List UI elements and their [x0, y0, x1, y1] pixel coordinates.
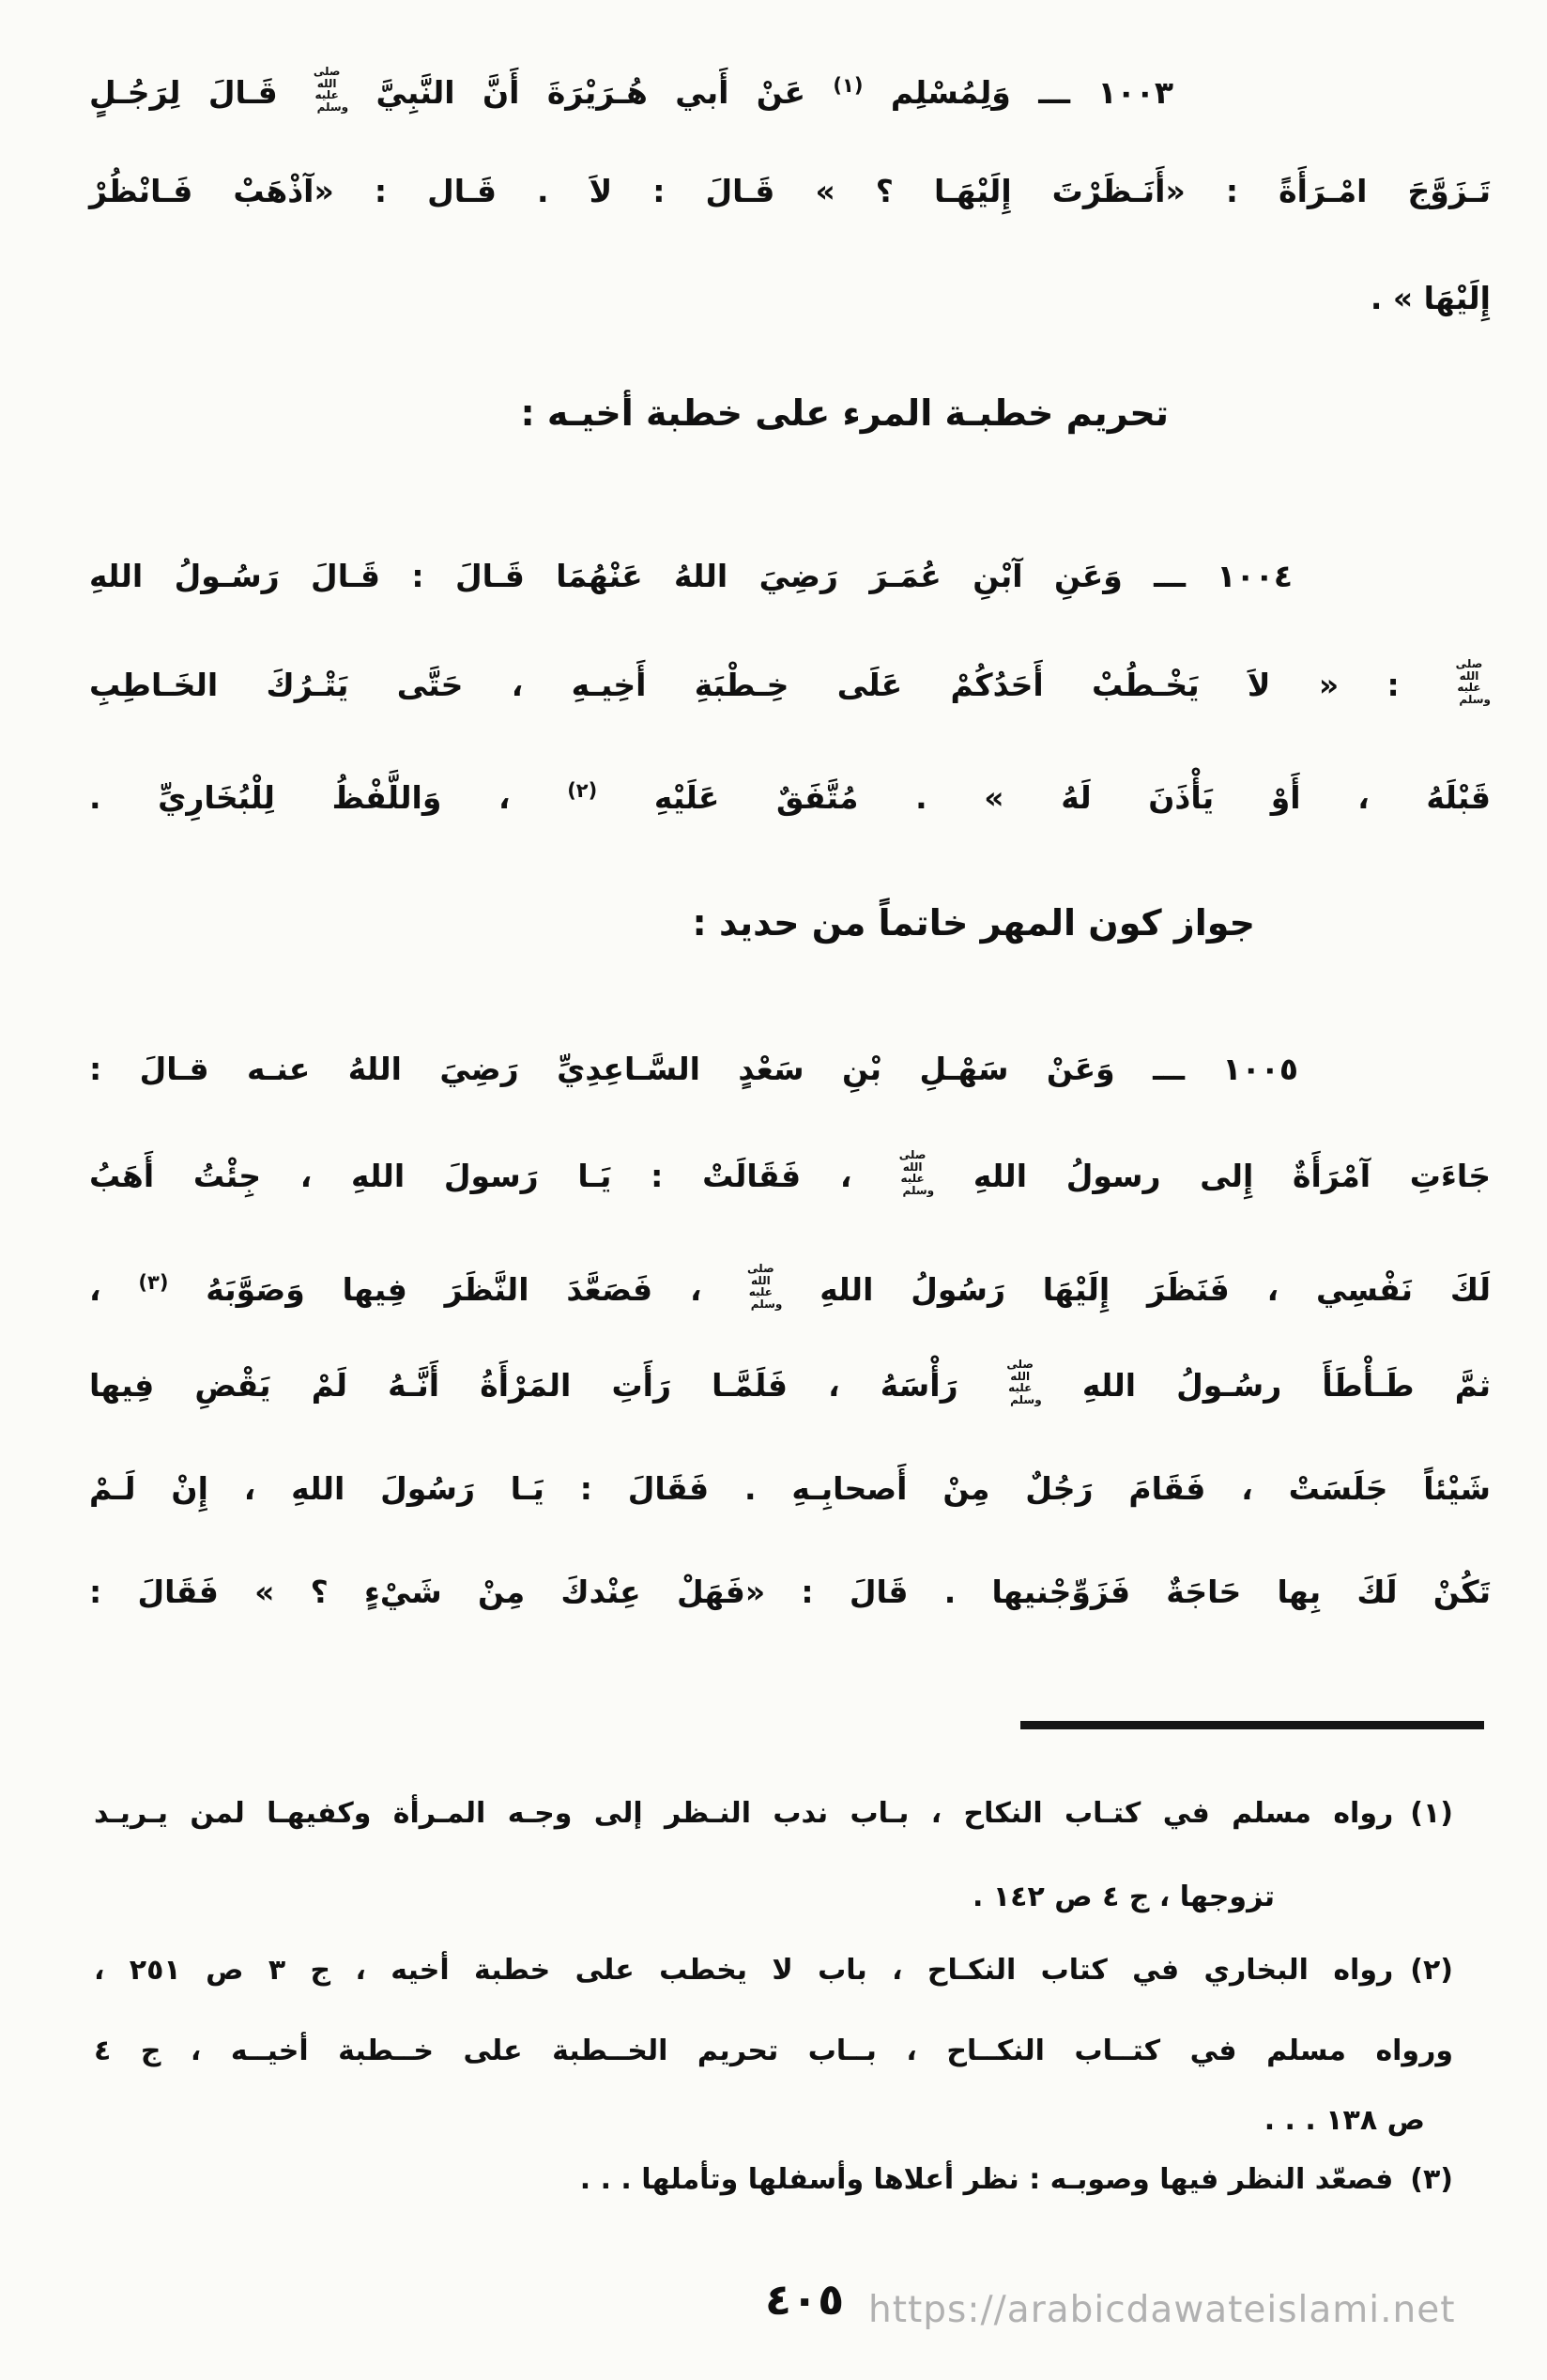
footnote-2-line-2: ورواه مسلم في كتــاب النكــاح ، بــاب تحريم الخــطبة على خــطبة أخيــه ، ج ٤ — [94, 2035, 1453, 2067]
saw-honorific-symbol: صلى الله عليه وسلم — [1006, 1358, 1042, 1406]
footnote-3-marker: (٣) — [1410, 2163, 1453, 2196]
saw-honorific-symbol: صلى الله عليه وسلم — [747, 1262, 783, 1311]
hadith-1005-line-3: لَكَ نَفْسِي ، فَنَظَرَ إِلَيْهَا رَسُولُ اللهِ صلى الله عليه وسلم ، فَصَعَّدَ النَّظَرَ فِيها وَصَوَّبَهُ $^{(٣)}$ ، — [89, 1262, 1491, 1311]
hadith-1004-line-2: صلى الله عليه وسلم : « لاَ يَخْـطُبْ أَحَدُكُمْ عَلَى خِـطْبَةِ أَخِيـهِ ، حَتَّى يَتْـرُكَ الخَـاطِبِ — [89, 657, 1491, 706]
hadith-1004-line-1: ١٠٠٤ ـــ وَعَنِ آبْنِ عُمَـرَ رَضِيَ اللهُ عَنْهُمَا قَـالَ : قَـالَ رَسُـولُ اللهِ — [89, 558, 1293, 594]
section-heading-iron-ring-dowry: جواز كون المهر خاتماً من حديد : — [692, 902, 1255, 944]
footnote-2-line-1 — [94, 1934, 1453, 2007]
footnote-1-line-1 — [94, 1777, 1453, 1850]
saw-honorific-symbol: صلى الله عليه وسلم — [1455, 657, 1491, 706]
footnote-ref: (١) — [833, 74, 864, 97]
footnote-2-marker: (٢) — [1410, 1954, 1453, 1987]
hadith-1005-line-5: شَيْئاً جَلَسَتْ ، فَقَامَ رَجُلٌ مِنْ أَصحابِـهِ . فَقَالَ : يَـا رَسُولَ اللهِ ، إِنْ لَـمْ — [89, 1470, 1491, 1507]
hadith-1003-line-1: ١٠٠٣ ـــ وَلِمُسْلِم $^{(١)}$ عَنْ أَبي هُـرَيْرَةَ أَنَّ النَّبِيَّ صلى الله عليه وسلم قَـالَ لِرَجُـلٍ — [89, 65, 1174, 114]
footnote-3-line-1 — [94, 2143, 1453, 2217]
footnote-1-line-2: تزوجها ، ج ٤ ص ١٤٢ . — [973, 1881, 1275, 1913]
hadith-1003-line-2: تَـزَوَّجَ امْـرَأَةً : «أَنَـظَرْتَ إِلَيْهَـا ؟ » قَـالَ : لاَ . قَـال : «آذْهَبْ فَـانْظُرْ — [89, 173, 1491, 209]
page-number: ٤٠٥ — [765, 2274, 845, 2325]
saw-honorific-symbol: صلى الله عليه وسلم — [313, 65, 349, 114]
footnote-2-text: رواه البخاري في كتاب النكـاح ، باب لا يخطب على خطبة أخيه ، ج ٣ ص ٢٥١ ، — [94, 1954, 1394, 1987]
hadith-1005-line-1: ١٠٠٥ ـــ وَعَنْ سَهْـلِ بْنِ سَعْدٍ السَّـاعِدِيِّ رَضِيَ اللهُ عنـه قـالَ : — [89, 1051, 1298, 1087]
hadith-1003-line-3: إِلَيْهَا » . — [1370, 280, 1491, 316]
hadith-1004-line-3: قَبْلَهُ ، أَوْ يَأْذَنَ لَهُ » . مُتَّفَقٌ عَلَيْهِ $^{(٢)}$ ، وَاللَّفْظُ لِلْبُخَارِيِّ . — [89, 779, 1491, 816]
footnote-3-text: فصعّد النظر فيها وصوبـه : نظر أعلاها وأسفلها وتأملها . . . — [579, 2163, 1394, 2196]
footnote-ref: (٢) — [567, 779, 598, 802]
footnote-1-marker: (١) — [1410, 1797, 1453, 1830]
section-heading-prohibition-proposal: تحريم خطبـة المرء على خطبة أخيـه : — [520, 392, 1169, 434]
footnote-separator-rule — [1020, 1721, 1484, 1729]
footnote-ref: (٣) — [138, 1271, 169, 1294]
saw-honorific-symbol: صلى الله عليه وسلم — [898, 1148, 935, 1197]
footnote-1-text: رواه مسلم في كتـاب النكاح ، بـاب ندب النـظر إلى وجـه المـرأة وكفيهـا لمن يـريـد — [94, 1797, 1394, 1830]
hadith-1005-line-6: تَكُنْ لَكَ بِها حَاجَةٌ فَزَوِّجْنيها . قَالَ : «فَهَلْ عِنْدكَ مِنْ شَيْءٍ ؟ » فَقَالَ : — [89, 1574, 1491, 1610]
hadith-1005-line-4: ثمَّ طَـأْطَأَ رسُـولُ اللهِ صلى الله عليه وسلم رَأْسَهُ ، فَلَمَّـا رَأَتِ المَرْأَةُ أَنَّـهُ لَمْ يَقْضِ فِيها — [89, 1358, 1491, 1406]
watermark-url: https://arabicdawateislami.net — [868, 2289, 1456, 2331]
hadith-1005-line-2: جَاءَتِ آمْرَأَةٌ إِلى رسولُ اللهِ صلى الله عليه وسلم ، فَقَالَتْ : يَـا رَسولَ اللهِ ، جِئْتُ أَهَبُ — [89, 1148, 1491, 1197]
footnote-2-line-3: ص ١٣٨ . . . — [1264, 2104, 1425, 2137]
